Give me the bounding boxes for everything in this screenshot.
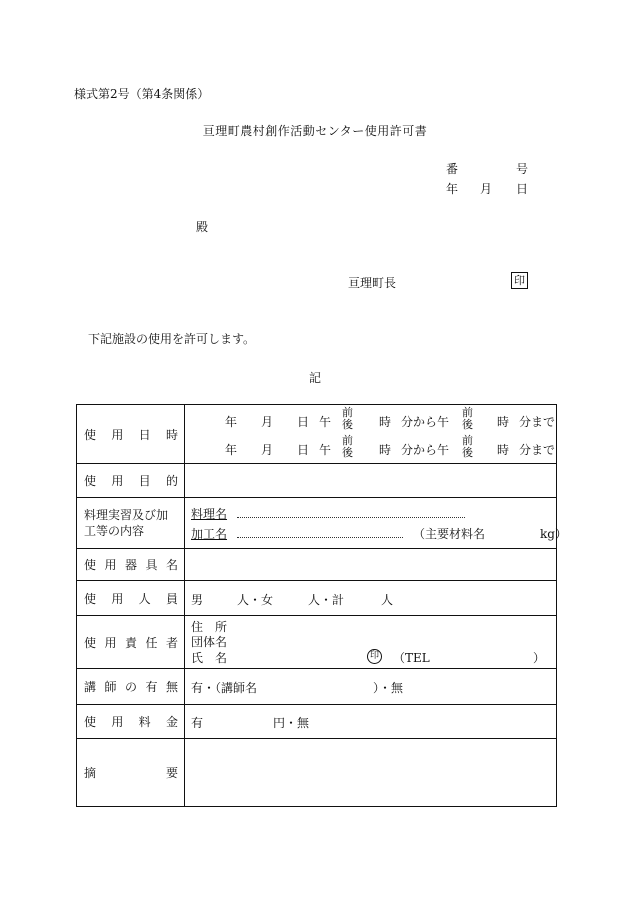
row-date: [77, 405, 557, 464]
row-equipment: [77, 549, 557, 581]
label-purpose-text: [84, 472, 178, 489]
resp-address: 住 所: [191, 620, 228, 634]
people-cell: [185, 581, 557, 616]
label-date-text: [84, 426, 178, 443]
label-char: 人: [138, 591, 151, 606]
label-char: 時: [165, 427, 178, 442]
people-male: 男: [191, 593, 204, 607]
instructor-cell: [185, 669, 557, 705]
people-unit: 人: [381, 593, 394, 607]
date1-made: 分まで: [519, 415, 556, 429]
document-number: [446, 160, 529, 177]
label-cooking: [77, 498, 185, 549]
date2-ampm-end: [462, 435, 473, 459]
date2-ampm-start: [342, 435, 353, 459]
date1-ampm-end: [462, 407, 473, 431]
date2-kara: 分から午: [401, 443, 450, 457]
label-responsible: [77, 616, 185, 669]
label-char: 用: [111, 591, 124, 606]
go: 後: [342, 446, 353, 459]
number-label-ban: 番: [446, 162, 459, 176]
label-char: 用: [104, 635, 117, 650]
date1-go: 午: [319, 415, 332, 429]
form-number: 様式第2号（第4条関係）: [74, 87, 210, 101]
label-char: 使: [84, 591, 97, 606]
responsible-cell: [185, 616, 557, 669]
label-remarks: [77, 739, 185, 807]
label-char: 任: [145, 635, 158, 650]
materials-label: （主要材料名: [413, 527, 486, 541]
fee-yen: 円・無: [273, 716, 310, 730]
addressee-suffix: 殿: [196, 220, 209, 234]
date-cell: [185, 405, 557, 464]
resp-tel-close: ）: [533, 651, 546, 665]
date2-go: 午: [319, 443, 332, 457]
row-purpose: [77, 464, 557, 498]
row-instructor: [77, 669, 557, 705]
label-char: 師: [104, 680, 117, 694]
row-fee: [77, 705, 557, 739]
label-cooking-line2: 工等の内容: [84, 524, 145, 538]
ryouri-label: 料理名: [191, 507, 228, 521]
date1-month: 月: [261, 415, 274, 429]
label-char: 用: [111, 427, 124, 442]
label-char: 無: [165, 680, 178, 694]
label-remarks-text: [84, 764, 178, 781]
row-remarks: [77, 739, 557, 807]
label-fee: [77, 705, 185, 739]
label-people: [77, 581, 185, 616]
date-month: 月: [480, 182, 493, 196]
label-char: 金: [165, 715, 178, 729]
issue-date: [446, 180, 536, 194]
label-char: 用: [111, 715, 124, 729]
label-equipment: [77, 549, 185, 581]
label-char: 員: [165, 591, 178, 606]
resp-tel: （TEL: [393, 651, 430, 665]
ryouri-dotted-line[interactable]: [237, 517, 465, 518]
date1-ji-end: 時: [497, 415, 510, 429]
date1-ampm-start: [342, 407, 353, 431]
date1-day: 日: [297, 415, 310, 429]
kakou-dotted-line[interactable]: [237, 537, 403, 538]
date2-ji-end: 時: [497, 443, 510, 457]
date1-ji: 時: [379, 415, 392, 429]
cooking-cell: [185, 498, 567, 549]
ki-heading: 記: [308, 371, 321, 385]
label-date: [77, 405, 185, 464]
label-responsible-text: [84, 634, 178, 651]
label-people-text: [84, 590, 178, 607]
label-char: 目: [138, 474, 151, 488]
label-char: 的: [165, 474, 178, 488]
resp-seal-icon: 印: [367, 649, 382, 664]
go: 後: [342, 418, 353, 431]
label-char: 者: [165, 635, 178, 650]
zen: 前: [462, 434, 473, 447]
remarks-char-1: 摘: [84, 766, 97, 780]
label-char: 日: [138, 427, 151, 442]
equipment-cell[interactable]: [185, 549, 557, 581]
instructor-yes: 有・（講師名: [191, 681, 258, 695]
label-char: 料: [138, 715, 151, 729]
date-year: 年: [446, 182, 459, 196]
label-purpose: [77, 464, 185, 498]
date2-ji: 時: [379, 443, 392, 457]
date2-year: 年: [225, 443, 238, 457]
resp-name: 氏 名: [191, 651, 228, 665]
row-people: [77, 581, 557, 616]
label-char: 使: [84, 558, 97, 572]
permit-table: [76, 404, 567, 807]
row-responsible: [77, 616, 557, 669]
remarks-char-2: 要: [165, 766, 178, 780]
go: 後: [462, 446, 473, 459]
instructor-no: ）・無: [373, 681, 404, 695]
intro-text: 下記施設の使用を許可します。: [88, 332, 256, 346]
label-char: 使: [84, 635, 97, 650]
label-char: 講: [84, 680, 97, 694]
zen: 前: [462, 406, 473, 419]
kakou-label: 加工名: [191, 527, 228, 541]
people-total: 人・計: [308, 593, 345, 607]
people-female: 人・女: [237, 593, 274, 607]
document-title: 亘理町農村創作活動センター使用許可書: [202, 124, 428, 138]
date2-month: 月: [261, 443, 274, 457]
fee-cell: [185, 705, 557, 739]
row-cooking: [77, 498, 557, 549]
label-char: 使: [84, 474, 97, 488]
label-char: 用: [111, 474, 124, 488]
date2-day: 日: [297, 443, 310, 457]
issuer-name: 亘理町長: [348, 276, 397, 290]
date-day: 日: [516, 182, 529, 196]
purpose-cell[interactable]: [185, 464, 557, 498]
label-cooking-line1: 料理実習及び加: [84, 508, 169, 522]
label-fee-text: [84, 713, 178, 730]
label-char: 使: [84, 427, 97, 442]
date1-kara: 分から午: [401, 415, 450, 429]
fee-yes: 有: [191, 716, 204, 730]
label-instructor: [77, 669, 185, 705]
label-char: 責: [124, 635, 137, 650]
issuer-seal: 印: [511, 272, 528, 289]
zen: 前: [342, 406, 353, 419]
label-instructor-text: [84, 678, 178, 695]
label-char: 有: [145, 680, 158, 694]
kg-label: kg）: [540, 527, 567, 541]
go: 後: [462, 418, 473, 431]
number-label-go: 号: [516, 162, 529, 176]
resp-group: 団体名: [191, 635, 228, 649]
label-equipment-text: [84, 556, 178, 573]
label-char: 名: [165, 558, 178, 572]
label-char: 用: [104, 558, 117, 572]
remarks-cell[interactable]: [185, 739, 557, 807]
label-char: 具: [145, 558, 158, 572]
date2-made: 分まで: [519, 443, 556, 457]
label-char: 使: [84, 715, 97, 729]
label-char: 器: [124, 558, 137, 572]
date1-year: 年: [225, 415, 238, 429]
label-char: の: [124, 680, 137, 694]
zen: 前: [342, 434, 353, 447]
